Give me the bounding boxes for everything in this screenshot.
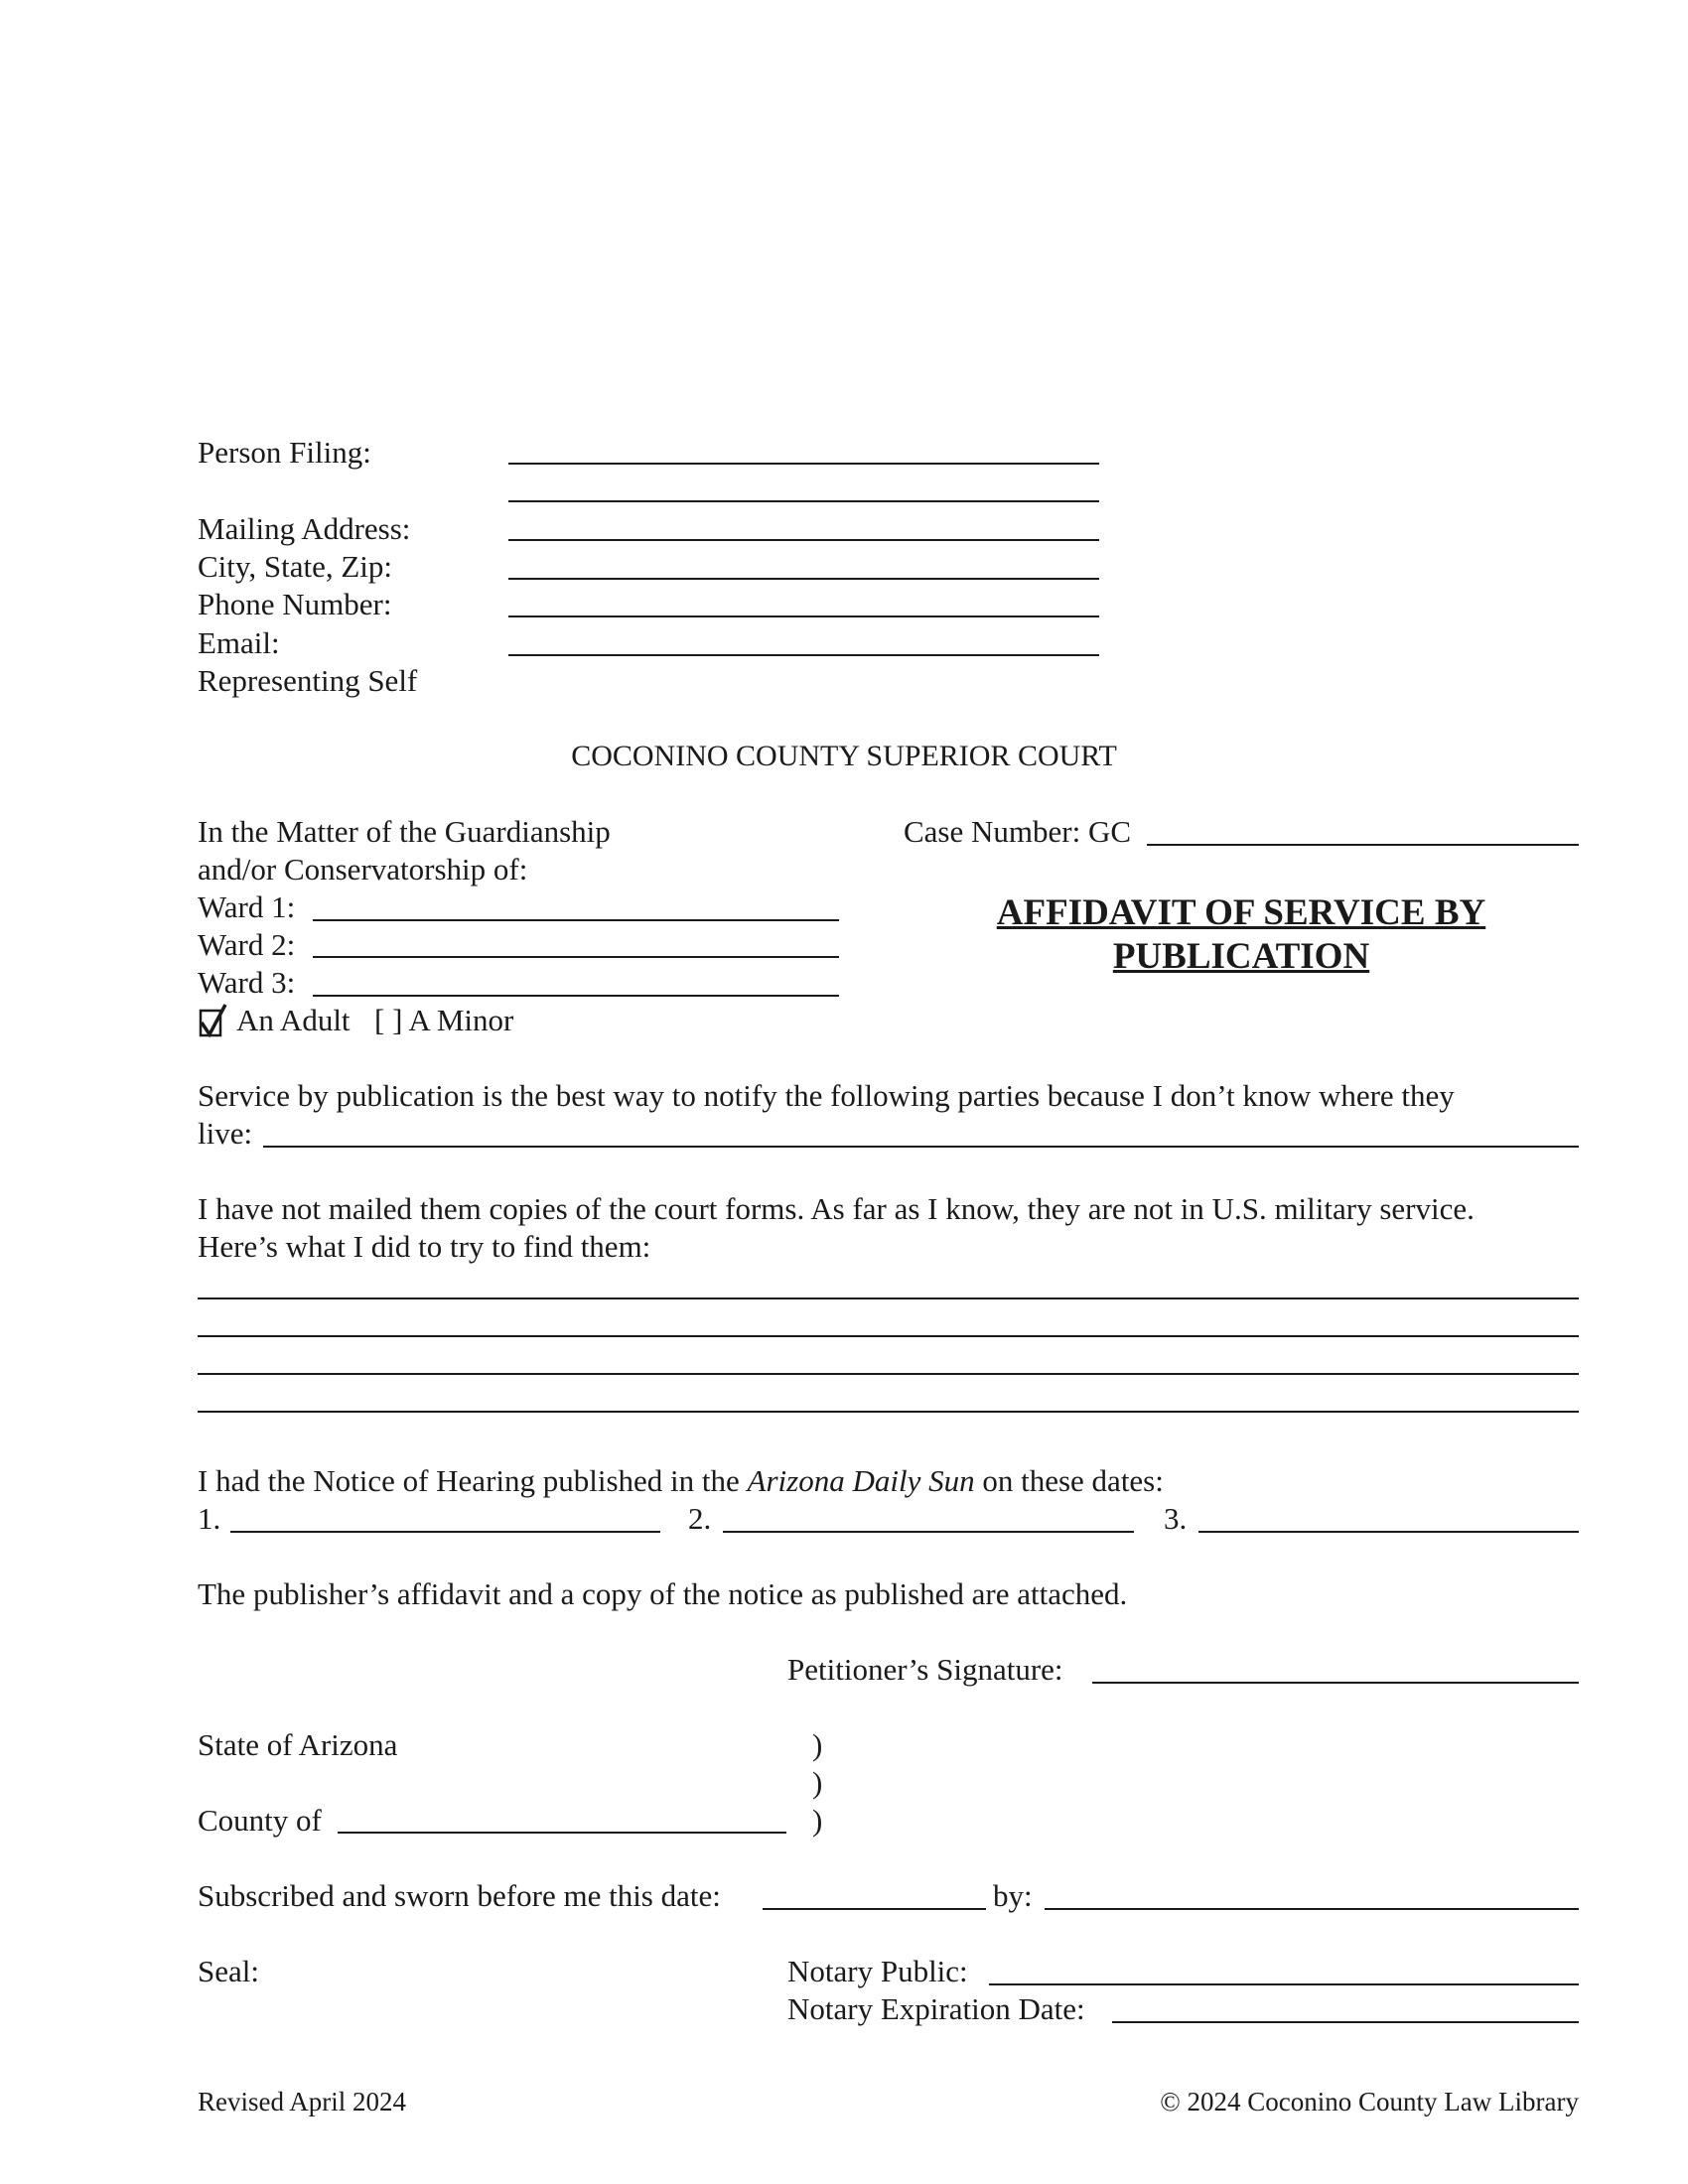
venue-paren-1: ) <box>812 1727 823 1762</box>
parties-field[interactable] <box>263 1146 1579 1148</box>
document-title-line-2: PUBLICATION <box>1112 936 1370 977</box>
notary-public-field[interactable] <box>989 1983 1579 1985</box>
phone-number-label: Phone Number: <box>198 587 392 621</box>
email-label: Email: <box>198 625 280 660</box>
ward1-field[interactable] <box>313 919 839 921</box>
court-name: COCONINO COUNTY SUPERIOR COURT <box>571 740 1117 772</box>
notary-public-label: Notary Public: <box>787 1954 968 1988</box>
venue-paren-3: ) <box>812 1803 823 1838</box>
search-efforts-line-1[interactable] <box>198 1297 1579 1299</box>
person-filing-field-2[interactable] <box>508 500 1099 502</box>
adult-option-label: An Adult <box>236 1003 351 1037</box>
county-field[interactable] <box>338 1832 786 1834</box>
checkmark-icon <box>198 1003 227 1038</box>
date1-label: 1. <box>198 1501 221 1536</box>
venue-paren-2: ) <box>812 1765 823 1800</box>
para3-suffix: on these dates: <box>974 1463 1164 1498</box>
city-state-zip-field[interactable] <box>508 578 1099 580</box>
county-label: County of <box>198 1803 322 1838</box>
phone-number-field[interactable] <box>508 615 1099 617</box>
ward2-label: Ward 2: <box>198 927 296 962</box>
ward3-label: Ward 3: <box>198 965 296 1000</box>
seal-label: Seal: <box>198 1954 259 1988</box>
para1-line1: Service by publication is the best way to notify the following parties because I don’t know where they <box>198 1078 1455 1113</box>
para1-line2: live: <box>198 1116 253 1151</box>
city-state-zip-label: City, State, Zip: <box>198 549 393 584</box>
search-efforts-line-4[interactable] <box>198 1411 1579 1413</box>
para2-line2: Here’s what I did to try to find them: <box>198 1229 651 1264</box>
ward2-field[interactable] <box>313 956 839 958</box>
petitioner-signature-label: Petitioner’s Signature: <box>787 1652 1063 1687</box>
para2-line1: I have not mailed them copies of the court forms. As far as I know, they are not in U.S. military service. <box>198 1191 1475 1226</box>
subscribed-date-field[interactable] <box>763 1908 986 1910</box>
mailing-address-field[interactable] <box>508 539 1099 541</box>
date3-label: 3. <box>1164 1501 1188 1536</box>
date3-field[interactable] <box>1198 1531 1579 1533</box>
email-field[interactable] <box>508 654 1099 656</box>
date1-field[interactable] <box>230 1531 660 1533</box>
ward3-field[interactable] <box>313 995 839 997</box>
notary-expiration-label: Notary Expiration Date: <box>787 1991 1085 2026</box>
case-number-label: Case Number: GC <box>904 814 1132 849</box>
document-title-line-1: AFFIDAVIT OF SERVICE BY <box>996 892 1486 933</box>
adult-checkbox[interactable] <box>198 1003 227 1038</box>
case-number-field[interactable] <box>1147 844 1579 846</box>
search-efforts-line-3[interactable] <box>198 1373 1579 1375</box>
person-filing-field[interactable] <box>508 463 1099 465</box>
date2-label: 2. <box>688 1501 712 1536</box>
person-filing-label: Person Filing: <box>198 435 371 470</box>
ward1-label: Ward 1: <box>198 889 296 924</box>
representing-self-label: Representing Self <box>198 663 418 698</box>
petitioner-signature-field[interactable] <box>1092 1682 1579 1684</box>
para3-prefix: I had the Notice of Hearing published in the <box>198 1463 748 1498</box>
para3-line <box>198 1465 1164 1496</box>
by-label: by: <box>993 1878 1033 1913</box>
sworn-by-field[interactable] <box>1045 1908 1579 1910</box>
revised-date: Revised April 2024 <box>198 2087 406 2116</box>
copyright: © 2024 Coconino County Law Library <box>1160 2087 1579 2116</box>
date2-field[interactable] <box>723 1531 1134 1533</box>
newspaper-name: Arizona Daily Sun <box>747 1463 975 1498</box>
notary-expiration-field[interactable] <box>1112 2021 1579 2023</box>
state-label: State of Arizona <box>198 1727 398 1762</box>
matter-line-2: and/or Conservatorship of: <box>198 852 528 887</box>
minor-option[interactable]: [ ] A Minor <box>374 1003 514 1037</box>
search-efforts-line-2[interactable] <box>198 1335 1579 1337</box>
mailing-address-label: Mailing Address: <box>198 511 411 546</box>
para4: The publisher’s affidavit and a copy of the notice as published are attached. <box>198 1576 1128 1611</box>
matter-line-1: In the Matter of the Guardianship <box>198 814 611 849</box>
subscribed-label: Subscribed and sworn before me this date: <box>198 1878 721 1913</box>
